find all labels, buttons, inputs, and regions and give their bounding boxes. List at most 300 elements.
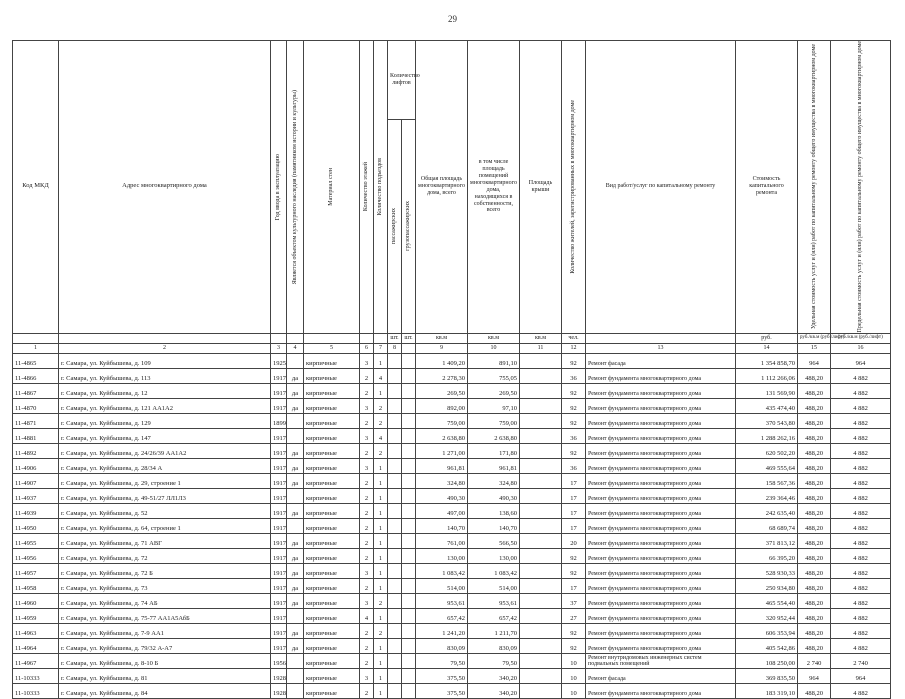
cell-material: кирпичные (304, 608, 360, 623)
cell-code: 11-4870 (13, 398, 59, 413)
table-row (13, 653, 891, 668)
cell-code: 11-4937 (13, 488, 59, 503)
cell-entrances: 4 (374, 428, 388, 443)
cell-lifts-passenger (388, 548, 402, 563)
cell-roof-area (520, 563, 562, 578)
page-number: 29 (448, 14, 457, 24)
cell-material: кирпичные (304, 413, 360, 428)
cell-year: 1917 (271, 623, 287, 638)
cell-roof-area (520, 683, 562, 698)
cell-total-area: 961,81 (416, 458, 468, 473)
cell-lifts-cargo (402, 533, 416, 548)
cell-roof-area (520, 413, 562, 428)
cell-address: г. Самара, ул. Куйбышева, д. 28/34 А (59, 458, 271, 473)
cell-cost: 371 813,12 (736, 533, 798, 548)
cell-material: кирпичные (304, 353, 360, 368)
cell-total-area: 490,30 (416, 488, 468, 503)
cell-max-cost: 4 882 (831, 443, 891, 458)
cell-cost: 620 502,20 (736, 443, 798, 458)
cell-heritage (287, 413, 304, 428)
cell-work-type: Ремонт фундамента многоквартирного дома (586, 563, 736, 578)
cell-total-area: 892,00 (416, 398, 468, 413)
cell-cost: 435 474,40 (736, 398, 798, 413)
cell-unit-cost: 488,20 (798, 638, 831, 653)
cell-entrances: 1 (374, 473, 388, 488)
cell-residents: 92 (562, 548, 586, 563)
cell-roof-area (520, 383, 562, 398)
cell-lifts-passenger (388, 488, 402, 503)
cell-entrances: 1 (374, 518, 388, 533)
cell-heritage (287, 353, 304, 368)
cell-lifts-cargo (402, 608, 416, 623)
header-lifts-passenger: пассажирских (388, 119, 402, 333)
cell-floors: 3 (360, 353, 374, 368)
cell-code: 11-4906 (13, 458, 59, 473)
cell-lifts-passenger (388, 443, 402, 458)
cell-lifts-passenger (388, 683, 402, 698)
cell-heritage (287, 683, 304, 698)
cell-floors: 2 (360, 623, 374, 638)
cell-cost: 158 567,36 (736, 473, 798, 488)
cell-code: 11-4866 (13, 368, 59, 383)
cell-lifts-passenger (388, 533, 402, 548)
cell-year: 1899 (271, 413, 287, 428)
cell-year: 1917 (271, 563, 287, 578)
cell-roof-area (520, 428, 562, 443)
cell-total-area: 497,00 (416, 503, 468, 518)
cell-total-area: 2 638,80 (416, 428, 468, 443)
cell-heritage: да (287, 638, 304, 653)
cell-address: г. Самара, ул. Куйбышева, д. 29, строение 1 (59, 473, 271, 488)
cell-lifts-cargo (402, 548, 416, 563)
cell-lifts-cargo (402, 638, 416, 653)
cell-entrances: 1 (374, 548, 388, 563)
cell-private-area: 1 083,42 (468, 563, 520, 578)
header-unit-cost: Удельная стоимость услуг и (или) работ по капитальному ремонту общего имущества в многоквартирном доме (798, 41, 831, 334)
cell-lifts-passenger (388, 593, 402, 608)
cell-private-area: 1 211,70 (468, 623, 520, 638)
cell-heritage (287, 428, 304, 443)
cell-lifts-passenger (388, 638, 402, 653)
header-work-type: Вид работ/услуг по капитальному ремонту (586, 41, 736, 334)
cell-heritage: да (287, 623, 304, 638)
cell-roof-area (520, 488, 562, 503)
cell-residents: 10 (562, 668, 586, 683)
table-row (13, 668, 891, 683)
cell-residents: 37 (562, 593, 586, 608)
cell-lifts-passenger (388, 458, 402, 473)
cell-lifts-passenger (388, 668, 402, 683)
cell-floors: 4 (360, 608, 374, 623)
cell-code: 11-4957 (13, 563, 59, 578)
table-row (13, 488, 891, 503)
cell-cost: 369 835,50 (736, 668, 798, 683)
cell-private-area: 953,61 (468, 593, 520, 608)
cell-unit-cost: 488,20 (798, 383, 831, 398)
cell-lifts-cargo (402, 653, 416, 668)
cell-roof-area (520, 623, 562, 638)
cell-work-type: Ремонт фундамента многоквартирного дома (586, 623, 736, 638)
cell-max-cost: 4 882 (831, 383, 891, 398)
cell-cost: 469 555,64 (736, 458, 798, 473)
cell-roof-area (520, 668, 562, 683)
cell-private-area: 566,50 (468, 533, 520, 548)
cell-address: г. Самара, ул. Куйбышева, д. 129 (59, 413, 271, 428)
cell-address: г. Самара, ул. Куйбышева, д. 79/32 А-А7 (59, 638, 271, 653)
cell-code: 11-10333 (13, 683, 59, 698)
cell-cost: 405 542,86 (736, 638, 798, 653)
cell-lifts-cargo (402, 488, 416, 503)
cell-cost: 528 930,33 (736, 563, 798, 578)
cell-year: 1917 (271, 488, 287, 503)
table-row (13, 368, 891, 383)
cell-max-cost: 964 (831, 353, 891, 368)
cell-year: 1925 (271, 353, 287, 368)
cell-work-type: Ремонт фундамента многоквартирного дома (586, 368, 736, 383)
cell-roof-area (520, 533, 562, 548)
table-row (13, 473, 891, 488)
cell-residents: 36 (562, 368, 586, 383)
cell-max-cost: 4 882 (831, 473, 891, 488)
cell-lifts-cargo (402, 398, 416, 413)
cell-entrances: 1 (374, 488, 388, 503)
cell-unit-cost: 488,20 (798, 488, 831, 503)
cell-work-type: Ремонт фундамента многоквартирного дома (586, 473, 736, 488)
cell-work-type: Ремонт фундамента многоквартирного дома (586, 683, 736, 698)
cell-year: 1917 (271, 383, 287, 398)
cell-material: кирпичные (304, 443, 360, 458)
table-row (13, 443, 891, 458)
cell-total-area: 1 271,00 (416, 443, 468, 458)
cell-lifts-cargo (402, 458, 416, 473)
cell-roof-area (520, 443, 562, 458)
cell-unit-cost: 964 (798, 668, 831, 683)
cell-floors: 3 (360, 593, 374, 608)
cell-unit-cost: 488,20 (798, 368, 831, 383)
cell-code: 11-4867 (13, 383, 59, 398)
cell-floors: 3 (360, 428, 374, 443)
table-row (13, 518, 891, 533)
cell-private-area: 97,10 (468, 398, 520, 413)
cell-entrances: 1 (374, 608, 388, 623)
cell-heritage: да (287, 548, 304, 563)
cell-heritage: да (287, 533, 304, 548)
cell-private-area: 324,80 (468, 473, 520, 488)
cell-roof-area (520, 398, 562, 413)
cell-floors: 2 (360, 443, 374, 458)
cell-lifts-cargo (402, 578, 416, 593)
cell-year: 1917 (271, 533, 287, 548)
table-row (13, 608, 891, 623)
cell-material: кирпичные (304, 368, 360, 383)
cell-residents: 27 (562, 608, 586, 623)
cell-entrances: 2 (374, 413, 388, 428)
cell-heritage (287, 518, 304, 533)
cell-entrances: 1 (374, 683, 388, 698)
cell-cost: 68 689,74 (736, 518, 798, 533)
cell-private-area: 130,00 (468, 548, 520, 563)
cell-lifts-passenger (388, 413, 402, 428)
cell-residents: 92 (562, 638, 586, 653)
cell-entrances: 1 (374, 653, 388, 668)
cell-address: г. Самара, ул. Куйбышева, д. 73 (59, 578, 271, 593)
cell-heritage: да (287, 578, 304, 593)
cell-max-cost: 4 882 (831, 518, 891, 533)
cell-lifts-cargo (402, 503, 416, 518)
cell-max-cost: 4 882 (831, 413, 891, 428)
cell-heritage (287, 668, 304, 683)
cell-max-cost: 4 882 (831, 428, 891, 443)
cell-lifts-passenger (388, 623, 402, 638)
header-lifts-group: Количество лифтов (388, 41, 416, 120)
cell-private-area: 140,70 (468, 518, 520, 533)
cell-roof-area (520, 548, 562, 563)
cell-work-type: Ремонт фундамента многоквартирного дома (586, 398, 736, 413)
cell-total-area: 657,42 (416, 608, 468, 623)
cell-floors: 2 (360, 578, 374, 593)
cell-address: г. Самара, ул. Куйбышева, д. 113 (59, 368, 271, 383)
cell-heritage: да (287, 458, 304, 473)
cell-heritage: да (287, 383, 304, 398)
cell-work-type: Ремонт фундамента многоквартирного дома (586, 518, 736, 533)
table-row (13, 623, 891, 638)
cell-work-type: Ремонт фасада (586, 353, 736, 368)
cell-work-type: Ремонт фундамента многоквартирного дома (586, 578, 736, 593)
cell-residents: 20 (562, 533, 586, 548)
cell-unit-cost: 488,20 (798, 608, 831, 623)
units-row: шт. шт. кв.м кв.м кв.м чел. руб. руб./кв.м (руб./лифт) руб./кв.м (руб./лифт) (13, 333, 891, 343)
cell-max-cost: 4 882 (831, 548, 891, 563)
cell-max-cost: 4 882 (831, 533, 891, 548)
cell-address: г. Самара, ул. Куйбышева, д. 74 АБ (59, 593, 271, 608)
cell-work-type: Ремонт фасада (586, 668, 736, 683)
table-row (13, 458, 891, 473)
cell-code: 11-4959 (13, 608, 59, 623)
cell-floors: 2 (360, 413, 374, 428)
cell-year: 1917 (271, 398, 287, 413)
cell-total-area: 324,80 (416, 473, 468, 488)
cell-lifts-passenger (388, 563, 402, 578)
cell-cost: 66 395,20 (736, 548, 798, 563)
cell-unit-cost: 488,20 (798, 533, 831, 548)
cell-unit-cost: 488,20 (798, 473, 831, 488)
cell-material: кирпичные (304, 683, 360, 698)
cell-cost: 1 288 262,16 (736, 428, 798, 443)
cell-address: г. Самара, ул. Куйбышева, д. 52 (59, 503, 271, 518)
cell-material: кирпичные (304, 668, 360, 683)
cell-total-area: 1 241,20 (416, 623, 468, 638)
cell-entrances: 2 (374, 593, 388, 608)
cell-total-area: 761,00 (416, 533, 468, 548)
cell-max-cost: 4 882 (831, 593, 891, 608)
table-row (13, 593, 891, 608)
cell-code: 11-4939 (13, 503, 59, 518)
cell-entrances: 1 (374, 668, 388, 683)
cell-max-cost: 4 882 (831, 563, 891, 578)
cell-code: 11-4960 (13, 593, 59, 608)
header-code: Код МКД (13, 41, 59, 334)
cell-floors: 2 (360, 473, 374, 488)
cell-entrances: 2 (374, 398, 388, 413)
cell-material: кирпичные (304, 458, 360, 473)
cell-residents: 92 (562, 353, 586, 368)
cell-floors: 2 (360, 383, 374, 398)
cell-year: 1917 (271, 638, 287, 653)
cell-code: 11-4950 (13, 518, 59, 533)
cell-address: г. Самара, ул. Куйбышева, д. 71 АВГ (59, 533, 271, 548)
cell-code: 11-10333 (13, 668, 59, 683)
cell-total-area: 375,50 (416, 668, 468, 683)
cell-private-area: 269,50 (468, 383, 520, 398)
cell-work-type: Ремонт фундамента многоквартирного дома (586, 548, 736, 563)
cell-residents: 92 (562, 413, 586, 428)
cell-floors: 3 (360, 563, 374, 578)
table-row (13, 533, 891, 548)
cell-floors: 2 (360, 368, 374, 383)
cell-lifts-passenger (388, 353, 402, 368)
cell-private-area: 171,80 (468, 443, 520, 458)
cell-code: 11-4964 (13, 638, 59, 653)
cell-total-area: 375,50 (416, 683, 468, 698)
cell-work-type: Ремонт фундамента многоквартирного дома (586, 533, 736, 548)
header-total-area: Общая площадь многоквартирного дома, всего (416, 41, 468, 334)
cell-max-cost: 4 882 (831, 368, 891, 383)
cell-year: 1917 (271, 548, 287, 563)
cell-material: кирпичные (304, 383, 360, 398)
cell-entrances: 1 (374, 578, 388, 593)
cell-max-cost: 4 882 (831, 578, 891, 593)
table-row (13, 638, 891, 653)
cell-address: г. Самара, ул. Куйбышева, д. 72 Б (59, 563, 271, 578)
cell-heritage: да (287, 473, 304, 488)
cell-year: 1917 (271, 368, 287, 383)
header-roof-area: Площадь крыши (520, 41, 562, 334)
cell-unit-cost: 488,20 (798, 428, 831, 443)
cell-entrances: 1 (374, 383, 388, 398)
cell-code: 11-4907 (13, 473, 59, 488)
cell-total-area: 1 409,20 (416, 353, 468, 368)
cell-residents: 36 (562, 458, 586, 473)
cell-max-cost: 4 882 (831, 623, 891, 638)
cell-residents: 92 (562, 398, 586, 413)
cell-total-area: 2 278,30 (416, 368, 468, 383)
cell-entrances: 2 (374, 443, 388, 458)
cell-total-area: 514,00 (416, 578, 468, 593)
cell-code: 11-4865 (13, 353, 59, 368)
cell-max-cost: 4 882 (831, 638, 891, 653)
cell-floors: 3 (360, 668, 374, 683)
cell-cost: 1 112 266,06 (736, 368, 798, 383)
cell-private-area: 891,10 (468, 353, 520, 368)
header-private-area: в том числе площадь помещений многоквартирного дома, находящихся в собственности, всего (468, 41, 520, 334)
cell-residents: 10 (562, 683, 586, 698)
cell-year: 1917 (271, 503, 287, 518)
table-row (13, 563, 891, 578)
cell-roof-area (520, 473, 562, 488)
cell-lifts-cargo (402, 623, 416, 638)
cell-lifts-passenger (388, 653, 402, 668)
cell-address: г. Самара, ул. Куйбышева, д. 75-77 АА1А5АбБ (59, 608, 271, 623)
cell-cost: 1 354 858,70 (736, 353, 798, 368)
header-address: Адрес многоквартирного дома (59, 41, 271, 334)
cell-year: 1917 (271, 518, 287, 533)
cell-lifts-passenger (388, 518, 402, 533)
cell-lifts-cargo (402, 383, 416, 398)
cell-floors: 2 (360, 548, 374, 563)
table-row (13, 578, 891, 593)
cell-total-area: 79,50 (416, 653, 468, 668)
cell-unit-cost: 488,20 (798, 578, 831, 593)
cell-year: 1917 (271, 458, 287, 473)
table-body (13, 353, 891, 698)
cell-private-area: 657,42 (468, 608, 520, 623)
cell-address: г. Самара, ул. Куйбышева, д. 12 (59, 383, 271, 398)
cell-roof-area (520, 353, 562, 368)
cell-roof-area (520, 608, 562, 623)
cell-lifts-passenger (388, 473, 402, 488)
cell-residents: 92 (562, 623, 586, 638)
cell-unit-cost: 488,20 (798, 503, 831, 518)
cell-cost: 250 934,80 (736, 578, 798, 593)
cell-floors: 3 (360, 398, 374, 413)
cell-address: г. Самара, ул. Куйбышева, д. 72 (59, 548, 271, 563)
cell-material: кирпичные (304, 503, 360, 518)
cell-max-cost: 964 (831, 668, 891, 683)
cell-total-area: 1 083,42 (416, 563, 468, 578)
cell-lifts-cargo (402, 683, 416, 698)
cell-max-cost: 4 882 (831, 458, 891, 473)
cell-lifts-cargo (402, 353, 416, 368)
cell-roof-area (520, 578, 562, 593)
cell-private-area: 340,20 (468, 683, 520, 698)
cell-private-area: 961,81 (468, 458, 520, 473)
cell-cost: 320 952,44 (736, 608, 798, 623)
cell-max-cost: 4 882 (831, 488, 891, 503)
cell-lifts-cargo (402, 593, 416, 608)
cell-residents: 17 (562, 503, 586, 518)
cell-entrances: 2 (374, 623, 388, 638)
cell-year: 1917 (271, 608, 287, 623)
cell-lifts-passenger (388, 383, 402, 398)
cell-max-cost: 4 882 (831, 683, 891, 698)
cell-total-area: 953,61 (416, 593, 468, 608)
cell-lifts-passenger (388, 578, 402, 593)
cell-code: 11-4958 (13, 578, 59, 593)
table-row (13, 548, 891, 563)
cell-roof-area (520, 458, 562, 473)
cell-residents: 17 (562, 473, 586, 488)
table-row (13, 398, 891, 413)
cell-entrances: 1 (374, 533, 388, 548)
cell-heritage: да (287, 443, 304, 458)
cell-material: кирпичные (304, 563, 360, 578)
cell-address: г. Самара, ул. Куйбышева, д. 84 (59, 683, 271, 698)
cell-address: г. Самара, ул. Куйбышева, д. 8-10 Б (59, 653, 271, 668)
cell-private-area: 2 638,80 (468, 428, 520, 443)
cell-floors: 2 (360, 683, 374, 698)
cell-address: г. Самара, ул. Куйбышева, д. 81 (59, 668, 271, 683)
cell-unit-cost: 488,20 (798, 518, 831, 533)
cell-residents: 17 (562, 518, 586, 533)
cell-lifts-passenger (388, 608, 402, 623)
cell-work-type: Ремонт фундамента многоквартирного дома (586, 428, 736, 443)
cell-address: г. Самара, ул. Куйбышева, д. 121 АА1А2 (59, 398, 271, 413)
cell-private-area: 755,05 (468, 368, 520, 383)
cell-heritage: да (287, 503, 304, 518)
cell-material: кирпичные (304, 593, 360, 608)
cell-private-area: 830,09 (468, 638, 520, 653)
cell-work-type: Ремонт фундамента многоквартирного дома (586, 488, 736, 503)
